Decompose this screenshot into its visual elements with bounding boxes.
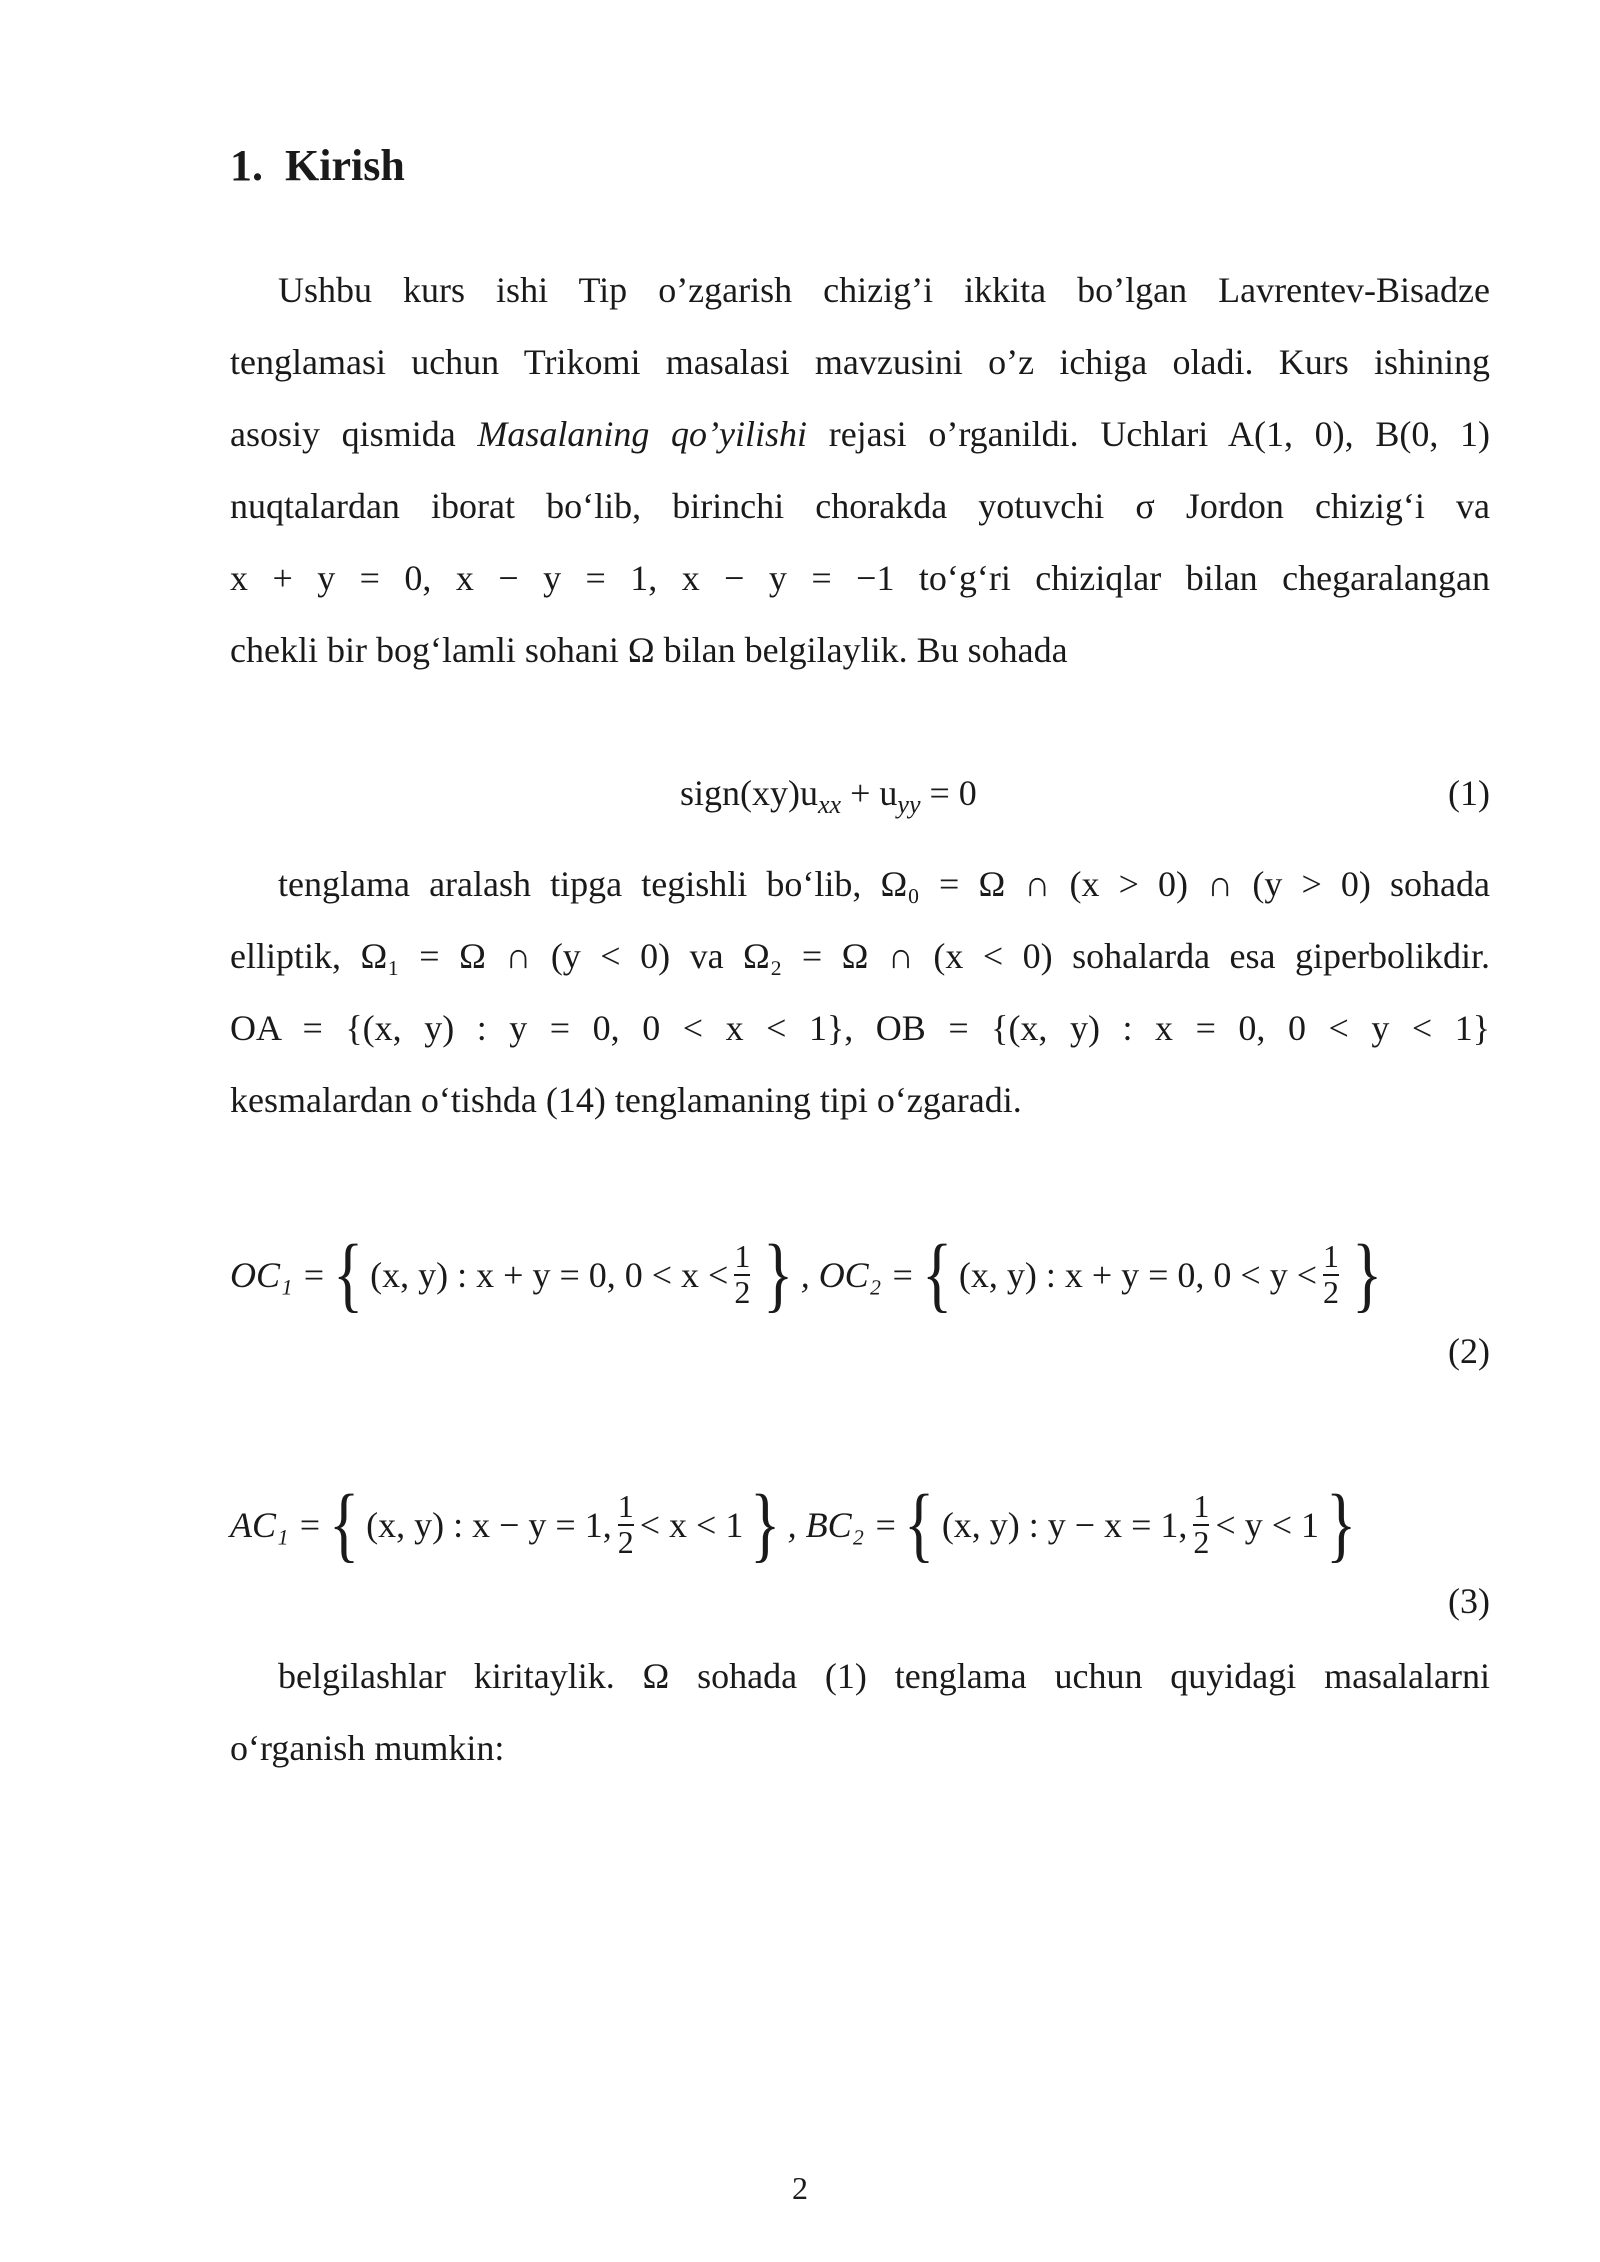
text-run: asosiy qismida	[230, 414, 478, 454]
page-number: 2	[792, 2170, 808, 2206]
set-condition: (x, y) : x − y = 1,	[366, 1505, 612, 1545]
left-brace: {	[328, 1478, 360, 1571]
paragraph-line	[230, 398, 1490, 470]
fraction-denominator: 2	[617, 1524, 634, 1560]
equation-text: + u	[841, 773, 898, 813]
paragraph-line: OA = {(x, y) : y = 0, 0 < x < 1}, OB = {(x, y) : x = 0, 0 < y < 1}	[230, 1008, 1490, 1048]
right-brace: }	[1326, 1478, 1357, 1571]
paragraph-line: x + y = 0, x − y = 1, x − y = −1 to‘g‘ri chiziqlar bilan chegaralangan	[230, 558, 1490, 598]
paragraph-line: tenglama aralash tipga tegishli bo‘lib, Ω₀ = Ω ∩ (x > 0) ∩ (y > 0) sohada	[278, 864, 1490, 904]
fraction	[618, 1490, 634, 1559]
fraction-denominator: 2	[734, 1274, 751, 1310]
equation-text: sign(xy)u	[680, 773, 818, 813]
paragraph-line: nuqtalardan iborat bo‘lib, birinchi chorakda yotuvchi σ Jordon chizig‘i va	[230, 486, 1490, 526]
equation-2	[230, 1220, 1550, 1330]
equation-number: (2)	[1448, 1331, 1490, 1371]
set-condition: (x, y) : x + y = 0, 0 < y <	[958, 1255, 1318, 1295]
equation-lhs: , OC₂ =	[800, 1255, 915, 1295]
fraction-denominator: 2	[1193, 1524, 1210, 1560]
equation-lhs: AC₁ =	[230, 1505, 322, 1545]
text-run: rejasi o’rganildi. Uchlari A(1, 0), B(0, 1)	[807, 414, 1490, 454]
emphasis-text: Masalaning qo’yilishi	[477, 414, 808, 454]
section-heading	[230, 140, 405, 191]
paragraph-line: Ushbu kurs ishi Tip o’zgarish chizig’i ikkita bo’lgan Lavrentev-Bisadze	[278, 270, 1490, 310]
fraction-numerator: 1	[734, 1238, 751, 1275]
equation-number: (1)	[1448, 773, 1490, 813]
paragraph-line: kesmalardan o‘tishda (14) tenglamaning tipi o‘zgaradi.	[230, 1080, 1022, 1120]
set-condition: < y < 1	[1215, 1505, 1320, 1545]
paragraph-line: chekli bir bog‘lamli sohani Ω bilan belgilaylik. Bu sohada	[230, 630, 1068, 670]
closing-paragraph	[230, 1640, 1490, 1784]
fraction-numerator: 1	[617, 1488, 634, 1525]
fraction	[1323, 1240, 1339, 1309]
fraction-numerator: 1	[1323, 1238, 1340, 1275]
fraction	[734, 1240, 750, 1309]
equation-lhs: , BC₂ =	[787, 1505, 898, 1545]
elliptic-paragraph	[230, 848, 1490, 1136]
section-title: Kirish	[285, 141, 405, 190]
intro-paragraph	[230, 254, 1490, 686]
right-brace: }	[750, 1478, 781, 1571]
equation-subscript: xx	[818, 790, 842, 820]
equation-number: (3)	[1448, 1581, 1490, 1621]
equation-text: = 0	[920, 773, 977, 813]
paragraph-line: o‘rganish mumkin:	[230, 1728, 505, 1768]
fraction-numerator: 1	[1193, 1488, 1210, 1525]
section-number: 1.	[230, 141, 263, 190]
set-condition: (x, y) : y − x = 1,	[941, 1505, 1188, 1545]
equation-subscript: yy	[897, 790, 921, 820]
left-brace: {	[904, 1478, 935, 1571]
fraction	[1193, 1490, 1209, 1559]
left-brace: {	[921, 1228, 952, 1321]
equation-lhs: OC₁ =	[230, 1255, 326, 1295]
set-condition: (x, y) : x + y = 0, 0 < x <	[370, 1255, 729, 1295]
right-brace: }	[763, 1228, 794, 1321]
paragraph-line: tenglamasi uchun Trikomi masalasi mavzusini o’z ichiga oladi. Kurs ishining	[230, 342, 1490, 382]
equation-3	[230, 1470, 1550, 1580]
set-condition: < x < 1	[639, 1505, 744, 1545]
equation-1	[680, 772, 977, 820]
fraction-denominator: 2	[1323, 1274, 1340, 1310]
paragraph-line: elliptik, Ω₁ = Ω ∩ (y < 0) va Ω₂ = Ω ∩ (x < 0) sohalarda esa giperbolikdir.	[230, 936, 1490, 976]
left-brace: {	[332, 1228, 364, 1321]
right-brace: }	[1352, 1228, 1383, 1321]
paragraph-line: belgilashlar kiritaylik. Ω sohada (1) tenglama uchun quyidagi masalalarni	[278, 1656, 1490, 1696]
